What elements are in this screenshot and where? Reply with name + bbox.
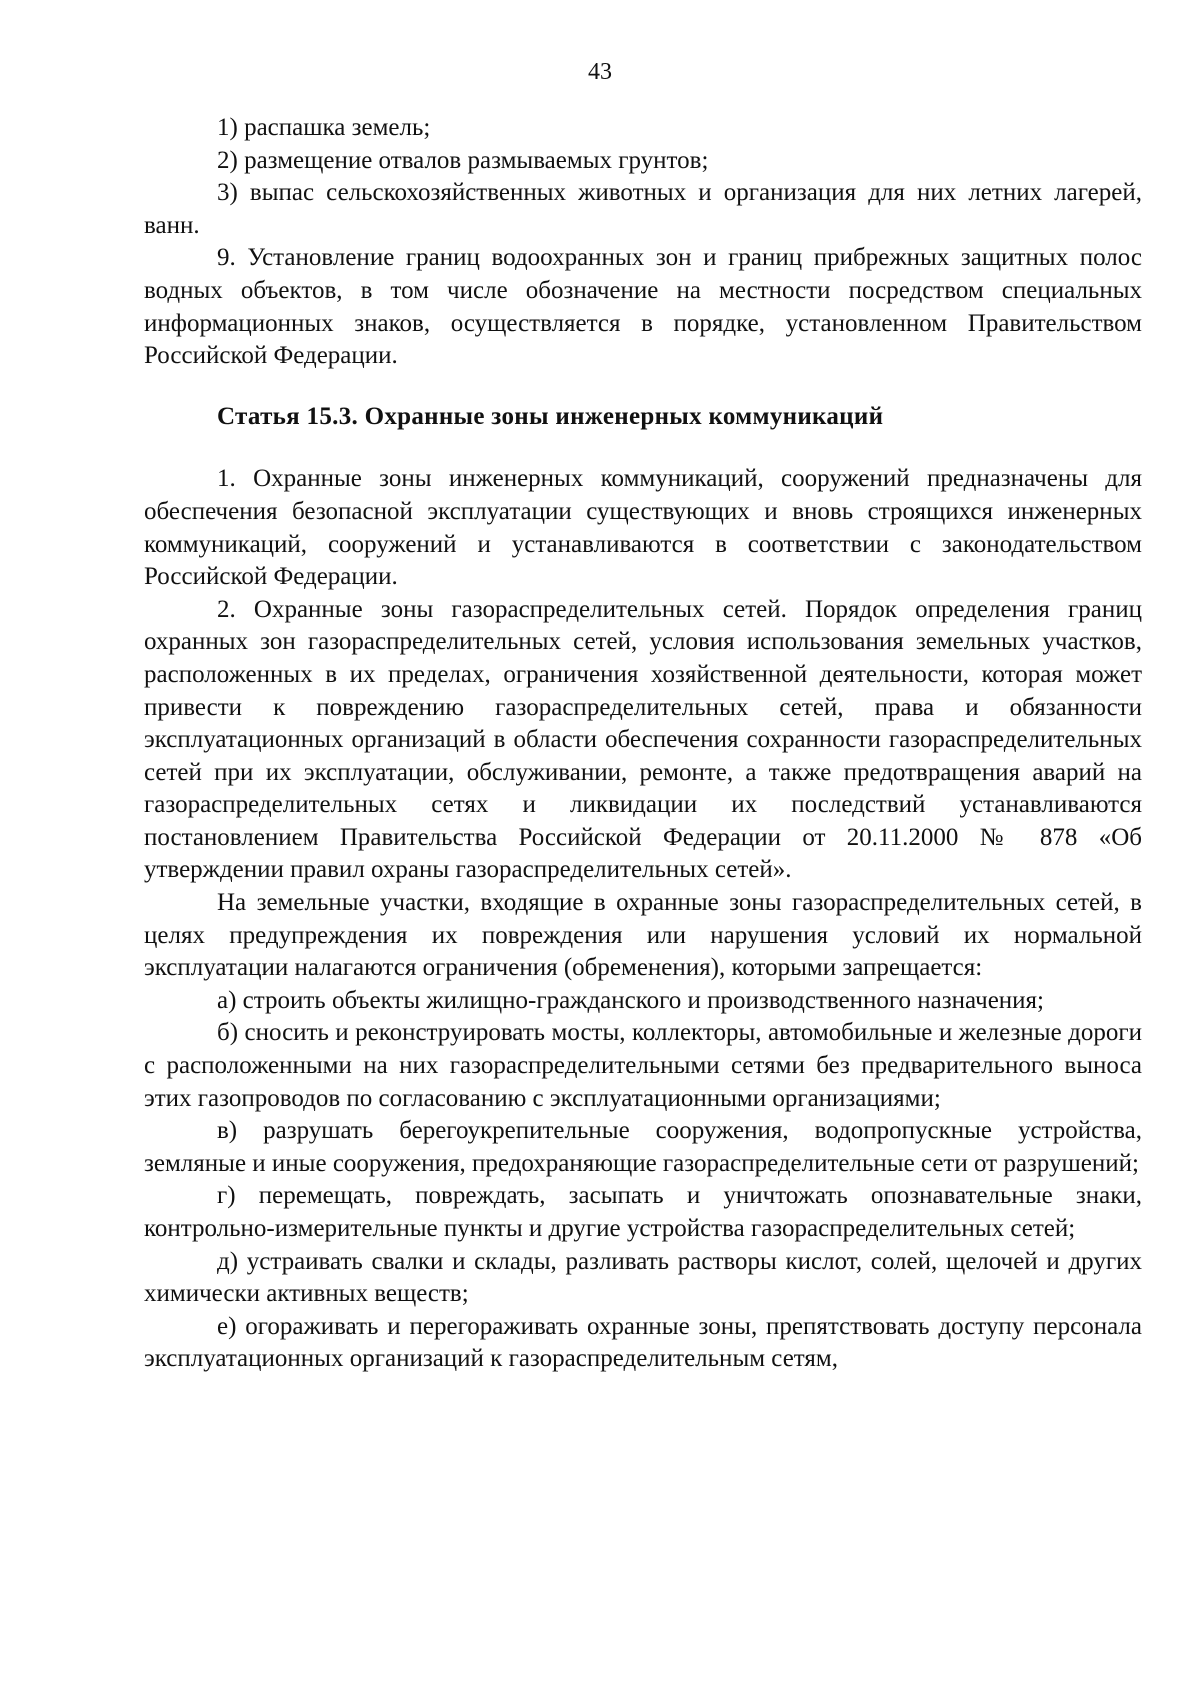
paragraph-2: 2. Охранные зоны газораспределительных сетей. Порядок определения границ охранных зон газораспределительных сетей, условия использования земельных участков, расположенных в их пределах, ограничения хозяйственной деятельности, которая может привести к повреждению газораспределительных сетей, права и обязанности эксплуатационных организаций в области обеспечения сохранности газораспределительных сетей при их эксплуатации, обслуживании, ремонте, а также предотвращения аварий на газораспределительных сетях и ликвидации их последствий устанавливаются постановлением Правительства Российской Федерации от 20.11.2000 № 878 «Об утверждении правил охраны газораспределительных сетей». xyxy=(144,595,1142,884)
list-item-g: г) перемещать, повреждать, засыпать и уничтожать опознавательные знаки, контрольно-измерительные пункты и другие устройства газораспределительных сетей; xyxy=(144,1182,1142,1242)
list-item-v: в) разрушать берегоукрепительные сооружения, водопропускные устройства, земляные и иные сооружения, предохраняющие газораспределительные сети от разрушений; xyxy=(144,1117,1142,1177)
page-number: 43 xyxy=(588,59,612,85)
article-heading: Статья 15.3. Охранные зоны инженерных коммуникаций xyxy=(217,402,884,430)
paragraph-1: 1. Охранные зоны инженерных коммуникаций, сооружений предназначены для обеспечения безопасной эксплуатации существующих и вновь строящихся инженерных коммуникаций, сооружений и устанавливаются в соответствии с законодательством Российской Федерации. xyxy=(144,465,1142,591)
list-item-b: б) сносить и реконструировать мосты, коллекторы, автомобильные и железные дороги с расположенными на них газораспределительными сетями без предварительного выноса этих газопроводов по согласованию с эксплуатационными организациями; xyxy=(144,1019,1142,1112)
document-body xyxy=(144,112,1142,1376)
list-item-3: 3) выпас сельскохозяйственных животных и организация для них летних лагерей, ванн. xyxy=(144,179,1142,239)
list-item-e: е) огораживать и перегораживать охранные зоны, препятствовать доступу персонала эксплуатационных организаций к газораспределительным сетям, xyxy=(144,1312,1142,1373)
list-item-1: 1) распашка земель; xyxy=(217,114,431,141)
paragraph-restrictions: На земельные участки, входящие в охранные зоны газораспределительных сетей, в целях предупреждения их повреждения или нарушения условий их нормальной эксплуатации налагаются ограничения (обременения), которыми запрещается: xyxy=(144,889,1142,982)
paragraph-9: 9. Установление границ водоохранных зон и границ прибрежных защитных полос водных объектов, в том числе обозначение на местности посредством специальных информационных знаков, осуществляется в порядке, установленном Правительством Российской Федерации. xyxy=(144,244,1142,370)
list-item-a: а) строить объекты жилищно-гражданского и производственного назначения; xyxy=(217,986,1045,1014)
list-item-2: 2) размещение отвалов размываемых грунтов; xyxy=(217,146,709,174)
list-item-d: д) устраивать свалки и склады, разливать растворы кислот, солей, щелочей и других химически активных веществ; xyxy=(144,1247,1142,1308)
